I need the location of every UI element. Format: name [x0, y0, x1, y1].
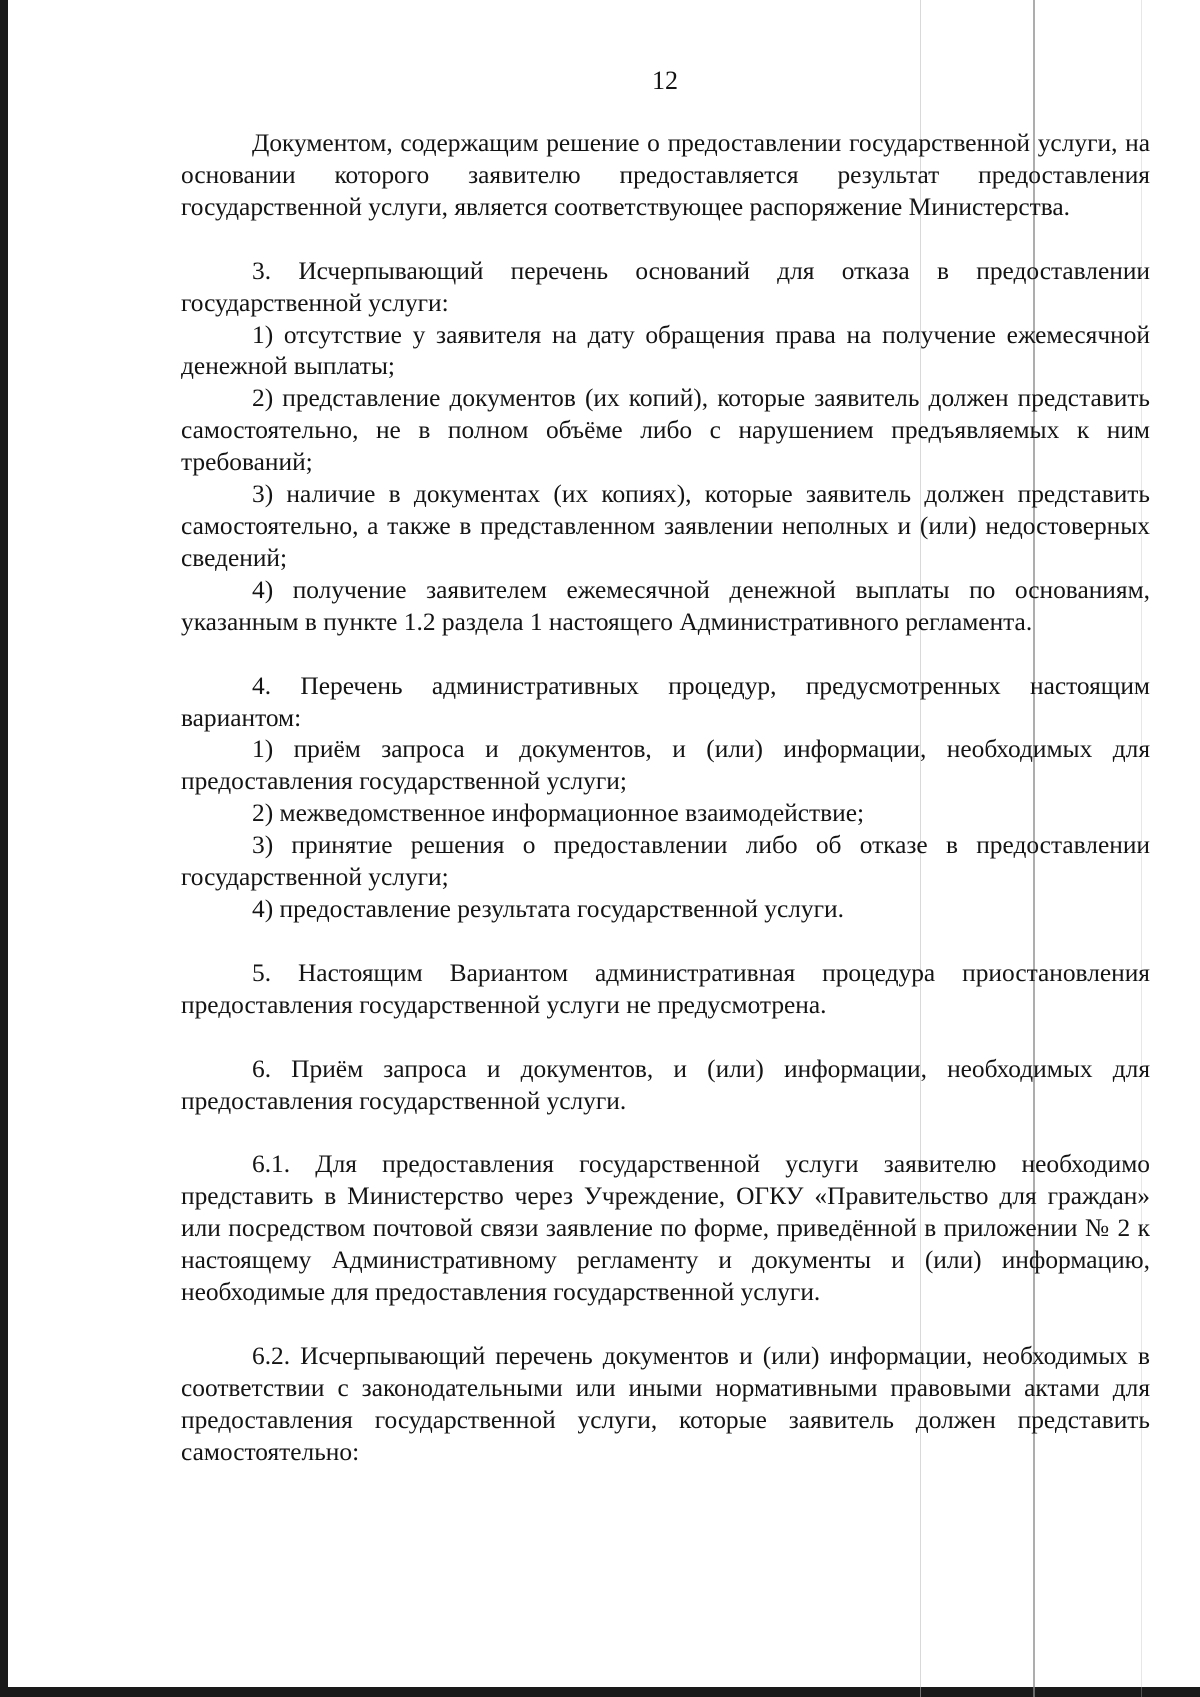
paragraph-gap — [181, 1309, 1150, 1341]
list-item: 4) предоставление результата государственной услуги. — [252, 894, 844, 923]
list-item: 1) отсутствие у заявителя на дату обращения права на получение ежемесячной денежной выплаты; — [181, 320, 1150, 381]
paragraph-gap — [181, 224, 1150, 256]
list-item: 3) принятие решения о предоставлении либо об отказе в предоставлении государственной услуги; — [181, 831, 1150, 892]
paragraph-suspension: 5. Настоящим Вариантом административная процедура приостановления предоставления государственной услуги не предусмотрена. — [181, 958, 1150, 1019]
page-number: 12 — [652, 66, 678, 95]
paragraph-procedures-heading: 4. Перечень административных процедур, предусмотренных настоящим вариантом: — [181, 671, 1150, 732]
list-item: 4) получение заявителем ежемесячной денежной выплаты по основаниям, указанным в пункте 1.2 раздела 1 настоящего Административного регламента. — [181, 575, 1150, 636]
paragraph-6-1: 6.1. Для предоставления государственной услуги заявителю необходимо представить в Министерство через Учреждение, ОГКУ «Правительство для граждан» или посредством почтовой связи заявление по форме, приведённой в приложении № 2 к настоящему Административному регламенту и документы и (или) информацию, необходимые для предоставления государственной услуги. — [181, 1150, 1150, 1307]
scan-edge-left — [0, 0, 8, 1697]
paragraph-refusal-grounds-heading: 3. Исчерпывающий перечень оснований для отказа в предоставлении государственной услуги: — [181, 256, 1150, 317]
scan-edge-bottom — [0, 1687, 1200, 1697]
document-body — [181, 128, 1150, 1469]
list-item: 3) наличие в документах (их копиях), которые заявитель должен представить самостоятельно, а также в представленном заявлении неполных и (или) недостоверных сведений; — [181, 480, 1150, 572]
paragraph-decision-document: Документом, содержащим решение о предоставлении государственной услуги, на основании которого заявителю предоставляется результат предоставления государственной услуги, является соответствующее распоряжение Министерства. — [181, 129, 1150, 221]
list-item: 2) межведомственное информационное взаимодействие; — [252, 799, 865, 828]
list-item: 2) представление документов (их копий), которые заявитель должен представить самостоятельно, не в полном объёме либо с нарушением предъявляемых к ним требований; — [181, 384, 1150, 477]
list-item: 1) приём запроса и документов, и (или) информации, необходимых для предоставления государственной услуги; — [181, 735, 1150, 796]
paragraph-gap — [181, 1022, 1150, 1054]
paragraph-request-acceptance: 6. Приём запроса и документов, и (или) информации, необходимых для предоставления государственной услуги. — [181, 1054, 1150, 1115]
paragraph-6-2: 6.2. Исчерпывающий перечень документов и (или) информации, необходимых в соответствии с законодательными или иными нормативными правовыми актами для предоставления государственной услуги, которые заявитель должен представить самостоятельно: — [181, 1342, 1150, 1466]
paragraph-gap — [181, 1117, 1150, 1149]
paragraph-gap — [181, 639, 1150, 671]
paragraph-gap — [181, 926, 1150, 958]
